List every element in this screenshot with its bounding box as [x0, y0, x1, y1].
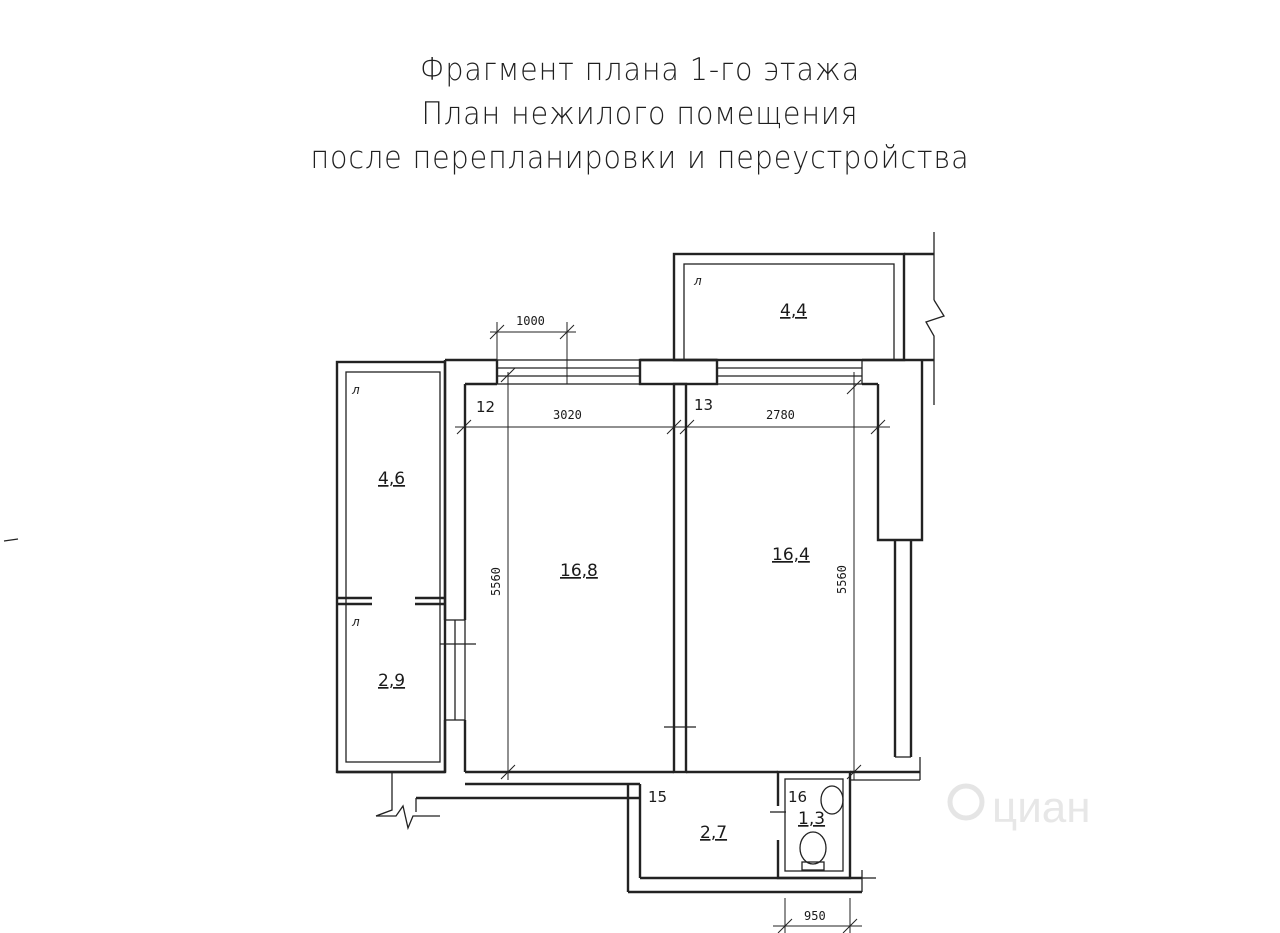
room-left-bottom-area: 2,9	[378, 671, 406, 691]
room-left-balconies	[337, 362, 445, 772]
room-12-area: 16,8	[560, 561, 598, 581]
room-12-number: 12	[476, 398, 496, 416]
room-top-marker: л	[694, 274, 702, 288]
room-left-bottom-marker: л	[352, 615, 360, 629]
room-16-number: 16	[788, 788, 808, 806]
outer-walls	[445, 360, 934, 784]
dim-r12-depth-text: 5560	[489, 567, 503, 596]
dim-bottom-text: 950	[804, 909, 826, 923]
scan-mark	[4, 539, 18, 541]
title-line-1: Фрагмент плана 1-го этажа	[419, 52, 861, 88]
room-13-number: 13	[694, 396, 714, 414]
room-left-top-marker: л	[352, 383, 360, 397]
toilet-icon	[800, 832, 826, 864]
title-line-3: после перепланировки и переустройства	[310, 140, 970, 176]
svg-text:циан: циан	[992, 783, 1091, 832]
room-top-area: 4,4	[780, 301, 808, 321]
dim-window-text: 1000	[516, 314, 545, 328]
room-15-area: 2,7	[700, 823, 728, 843]
room-16	[770, 772, 850, 878]
room-top-balcony	[674, 232, 944, 405]
dim-r13-depth	[835, 372, 861, 780]
dim-r13-width-text: 2780	[766, 408, 795, 422]
room-left-top-area: 4,6	[378, 469, 406, 489]
dim-window-width	[490, 314, 576, 384]
room-16-area: 1,3	[798, 809, 826, 829]
dim-bottom-width	[773, 898, 862, 933]
dim-r13-depth-text: 5560	[835, 565, 849, 594]
room-15	[628, 784, 876, 892]
toilet-tank-icon	[802, 862, 824, 870]
dim-r12-width-text: 3020	[553, 408, 582, 422]
left-door	[440, 620, 476, 720]
title-line-2: План нежилого помещения	[421, 96, 859, 132]
room-13-area: 16,4	[772, 545, 810, 565]
lower-left-ledge	[337, 772, 640, 828]
cian-watermark	[950, 783, 1091, 832]
room-15-number: 15	[648, 788, 668, 806]
dim-r12-depth	[489, 368, 515, 780]
